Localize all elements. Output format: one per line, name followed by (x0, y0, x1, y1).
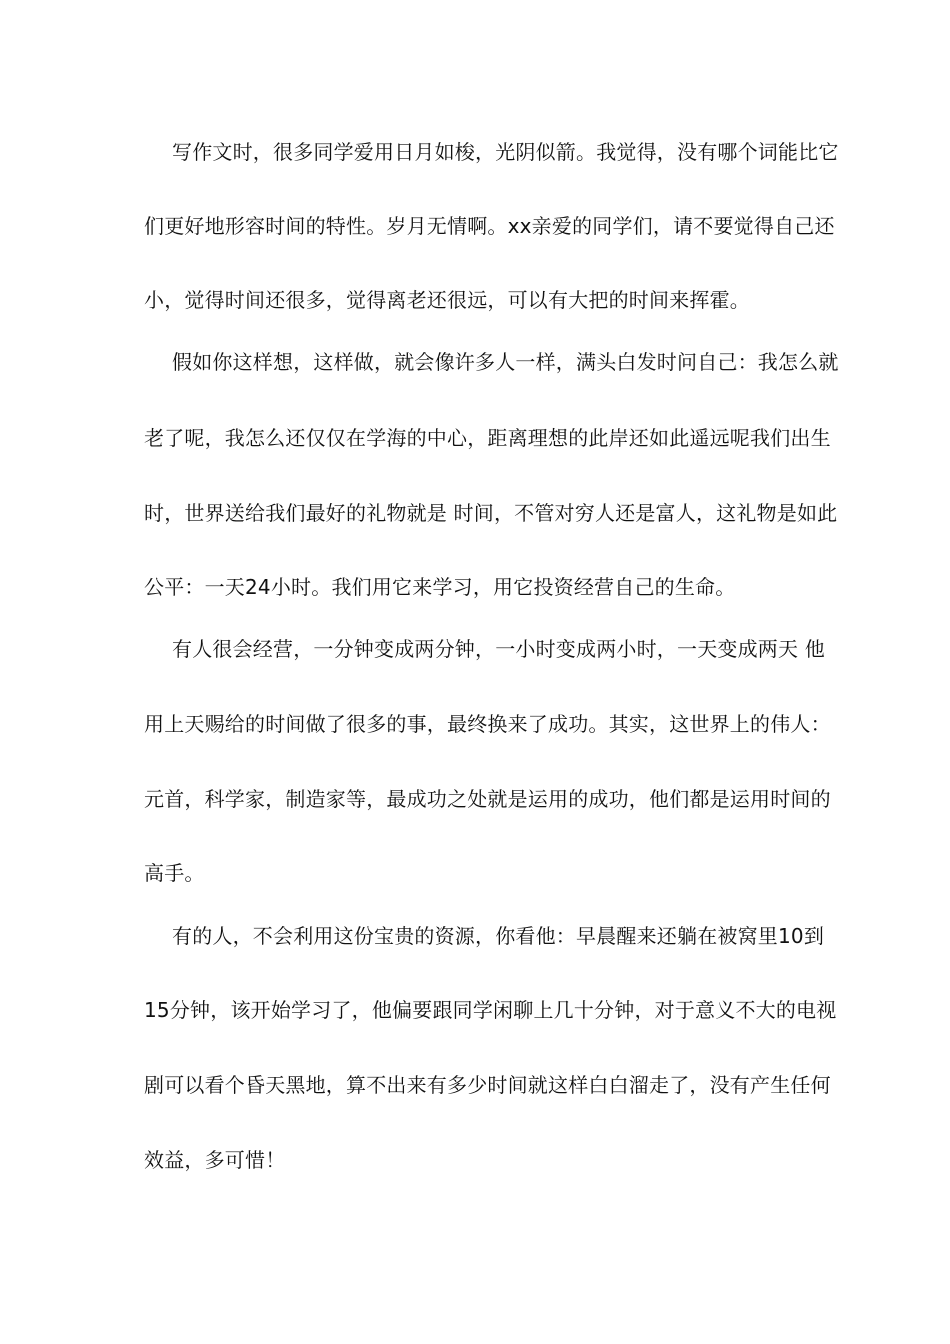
paragraph-3-line-1: 有人很会经营，一分钟变成两分钟，一小时变成两小时，一天变成两天 他 (172, 637, 825, 661)
paragraph-1-line-1: 写作文时，很多同学爱用日月如梭，光阴似箭。我觉得，没有哪个词能比它 (172, 140, 839, 164)
paragraph-1-line-2: 们更好地形容时间的特性。岁月无情啊。xx亲爱的同学们，请不要觉得自己还 (144, 214, 835, 238)
paragraph-4-line-3: 剧可以看个昏天黑地，算不出来有多少时间就这样白白溜走了，没有产生任何 (144, 1073, 831, 1097)
paragraph-2-line-1: 假如你这样想，这样做，就会像许多人一样，满头白发时问自己：我怎么就 (172, 350, 839, 374)
paragraph-4-line-4: 效益，多可惜！ (144, 1148, 286, 1172)
paragraph-2-line-2: 老了呢，我怎么还仅仅在学海的中心，距离理想的此岸还如此遥远呢我们出生 (144, 426, 831, 450)
paragraph-3-line-3: 元首，科学家，制造家等，最成功之处就是运用的成功，他们都是运用时间的 (144, 787, 831, 811)
paragraph-4-line-1: 有的人，不会利用这份宝贵的资源，你看他：早晨醒来还躺在被窝里10到 (172, 924, 825, 948)
paragraph-1-line-3: 小，觉得时间还很多，觉得离老还很远，可以有大把的时间来挥霍。 (144, 288, 750, 312)
paragraph-3-line-2: 用上天赐给的时间做了很多的事，最终换来了成功。其实，这世界上的伟人： (144, 712, 831, 736)
paragraph-2-line-3: 时，世界送给我们最好的礼物就是 时间，不管对穷人还是富人，这礼物是如此 (144, 501, 838, 525)
paragraph-2-line-4: 公平：一天24小时。我们用它来学习，用它投资经营自己的生命。 (144, 575, 736, 599)
paragraph-4-line-2: 15分钟，该开始学习了，他偏要跟同学闲聊上几十分钟，对于意义不大的电视 (144, 998, 837, 1022)
paragraph-3-line-4: 高手。 (144, 861, 205, 885)
